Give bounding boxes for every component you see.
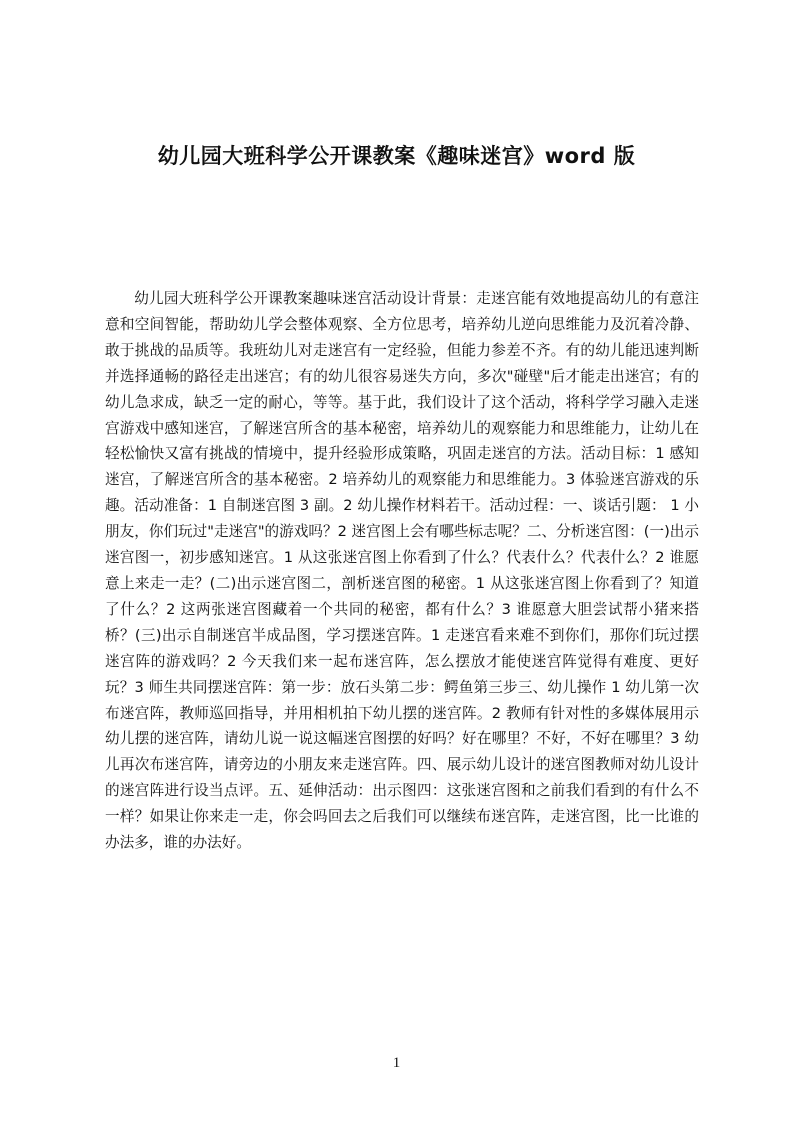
page-number: 1 bbox=[392, 1055, 401, 1071]
document-title: 幼儿园大班科学公开课教案《趣味迷宫》word 版 bbox=[157, 144, 636, 168]
document-body-paragraph: 幼儿园大班科学公开课教案趣味迷宫活动设计背景：走迷宫能有效地提高幼儿的有意注意和空间智能，帮助幼儿学会整体观察、全方位思考，培养幼儿逆向思维能力及沉着冷静、敢于挑战的品质等。我班幼儿对走迷宫有一定经验，但能力参差不齐。有的幼儿能迅速判断并选择通畅的路径走出迷宫；有的幼儿很容易迷失方向，多次"碰壁"后才能走出迷宫；有的幼儿急求成，缺乏一定的耐心，等等。基于此，我们设计了这个活动，将科学学习融入走迷宫游戏中感知迷宫，了解迷宫所含的基本秘密，培养幼儿的观察能力和思维能力，让幼儿在轻松愉快又富有挑战的情境中，提升经验形成策略，巩固走迷宫的方法。活动目标：1 感知迷宫，了解迷宫所含的基本秘密。2 培养幼儿的观察能力和思维能力。3 体验迷宫游戏的乐趣。活动准备：1 自制迷宫图 3 副。2 幼儿操作材料若干。活动过程：一、谈话引题： 1 小朋友，你们玩过"走迷宫"的游戏吗？2 迷宫图上会有哪些标志呢？二、分析迷宫图：(一)出示迷宫图一，初步感知迷宫。1 从这张迷宫图上你看到了什么？代表什么？代表什么？2 谁愿意上来走一走？(二)出示迷宫图二，剖析迷宫图的秘密。1 从这张迷宫图上你看到了？知道了什么？2 这两张迷宫图藏着一个共同的秘密，都有什么？3 谁愿意大胆尝试帮小猪来搭桥？(三)出示自制迷宫半成品图，学习摆迷宫阵。1 走迷宫看来难不到你们，那你们玩过摆迷宫阵的游戏吗？2 今天我们来一起布迷宫阵，怎么摆放才能使迷宫阵觉得有难度、更好玩？3 师生共同摆迷宫阵：第一步：放石头第二步：鳄鱼第三步三、幼儿操作 1 幼儿第一次布迷宫阵，教师巡回指导，并用相机拍下幼儿摆的迷宫阵。2 教师有针对性的多媒体展用示幼儿摆的迷宫阵，请幼儿说一说这幅迷宫图摆的好吗？好在哪里？不好，不好在哪里？3 幼儿再次布迷宫阵，请旁边的小朋友来走迷宫阵。四、展示幼儿设计的迷宫图教师对幼儿设计的迷宫阵进行设当点评。五、延伸活动：出示图四：这张迷宫图和之前我们看到的有什么不一样？如果让你来走一走，你会吗回去之后我们可以继续布迷宫阵，走迷宫图，比一比谁的办法多，谁的办法好。 bbox=[105, 290, 699, 852]
